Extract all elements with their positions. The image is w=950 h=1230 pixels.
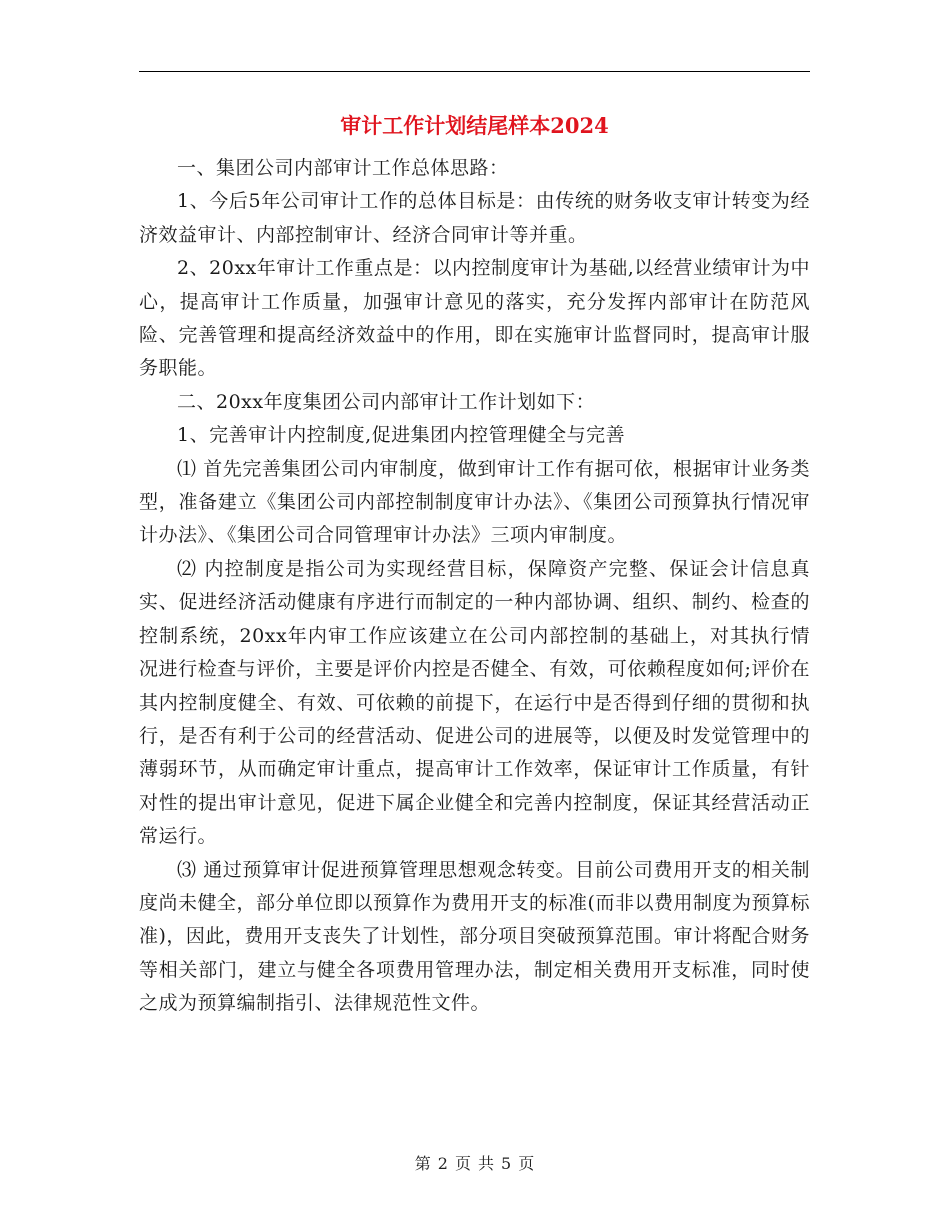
- paragraph-item-3: ⑶ 通过预算审计促进预算管理思想观念转变。目前公司费用开支的相关制度尚未健全，部分单位即以预算作为费用开支的标准(而非以费用制度为预算标准)，因此，费用开支丧失了计划性，部分项目突破预算范围。审计将配合财务等相关部门，建立与健全各项费用管理办法，制定相关费用开支标准，同时使之成为预算编制指引、法律规范性文件。: [139, 858, 810, 1015]
- paragraph-subsection-1-heading: 1、完善审计内控制度,促进集团内控管理健全与完善: [177, 424, 626, 447]
- footer-total-word: 共: [478, 1154, 496, 1173]
- footer-total-pages: 5: [501, 1154, 513, 1173]
- paragraph-section-2-heading: 二、20xx年度集团公司内部审计工作计划如下：: [177, 390, 596, 413]
- page-footer: [0, 1152, 950, 1176]
- paragraph-section-1-heading: 一、集团公司内部审计工作总体思路：: [177, 157, 509, 179]
- footer-suffix: 页: [518, 1154, 536, 1173]
- paragraph-overall-goal: 1、今后5年公司审计工作的总体目标是：由传统的财务收支审计转变为经济效益审计、内部控制审计、经济合同审计等并重。: [139, 190, 810, 246]
- document-title: 审计工作计划结尾样本2024: [340, 113, 609, 138]
- footer-current-page: 2: [437, 1154, 449, 1173]
- paragraph-item-1: ⑴ 首先完善集团公司内审制度，做到审计工作有据可依，根据审计业务类型，准备建立《集团公司内部控制制度审计办法》、《集团公司预算执行情况审计办法》、《集团公司合同管理审计办法》三项内审制度。: [139, 457, 810, 547]
- footer-prefix: 第: [414, 1154, 432, 1173]
- footer-page-word: 页: [454, 1154, 472, 1173]
- header-rule: [139, 71, 810, 72]
- paragraph-item-2: ⑵ 内控制度是指公司为实现经营目标，保障资产完整、保证会计信息真实、促进经济活动健康有序进行而制定的一种内部协调、组织、制约、检查的控制系统，20xx年内审工作应该建立在公司内部控制的基础上，对其执行情况进行检查与评价，主要是评价内控是否健全、有效，可依赖程度如何;评价在其内控制度健全、有效、可依赖的前提下，在运行中是否得到仔细的贯彻和执行，是否有利于公司的经营活动、促进公司的进展等，以便及时发觉管理中的薄弱环节，从而确定审计重点，提高审计工作效率，保证审计工作质量，有针对性的提出审计意见，促进下属企业健全和完善内控制度，保证其经营活动正常运行。: [139, 557, 810, 848]
- paragraph-work-focus: 2、20xx年审计工作重点是：以内控制度审计为基础,以经营业绩审计为中心，提高审计工作质量，加强审计意见的落实，充分发挥内部审计在防范风险、完善管理和提高经济效益中的作用，即在实施审计监督同时，提高审计服务职能。: [139, 257, 810, 380]
- document-body: [139, 152, 810, 1021]
